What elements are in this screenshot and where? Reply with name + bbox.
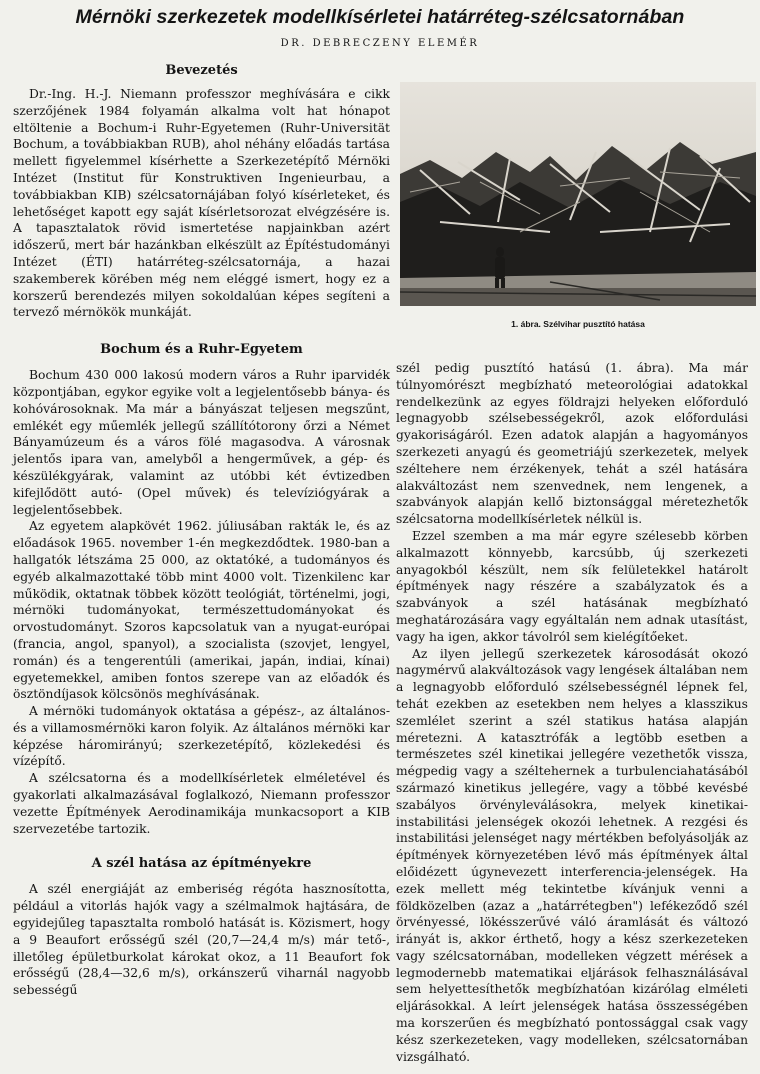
left-column xyxy=(13,62,390,999)
paragraph-bochum-3: A mérnöki tudományok oktatása a gépész-, az általános- és a villamosmérnöki karon folyik. Az általános mérnöki kar képzése háromirányú; szerkezetépítő, közlekedési és vízépítő. xyxy=(13,704,390,769)
author-name: DR. DEBRECZENY ELEMÉR xyxy=(280,38,480,49)
section-heading-intro: Bevezetés xyxy=(165,63,238,78)
figure-caption: 1. ábra. Szélvihar pusztító hatása xyxy=(511,319,645,329)
paragraph-bochum-1: Bochum 430 000 lakosú modern város a Ruhr iparvidék központjában, egykor egyike volt a legjelentősebb bánya- és kohóvárosoknak. Ma már a bányászat teljesen megszűnt, emlékét egy műemlék jellegű szállítótorony őrzi a Német Bányamúzeum és a város fölé magasodva. A városnak jelentős ipara van, amelyből a hengerművek, a gép- és készülékgyárak, valamint az utóbbi két évtizedben kifejlődött autó- (Opel művek) és televíziógyárak a legjelentősebbek. xyxy=(13,368,390,517)
right-column xyxy=(396,360,748,1065)
article-title: Mérnöki szerkezetek modellkísérletei határréteg-szélcsatornában xyxy=(75,6,685,28)
paragraph-bochum-4: A szélcsatorna és a modellkísérletek elméletével és gyakorlati alkalmazásával foglalkozó, Niemann professzor vezette Építmények Aerodinamikája munkacsoport a KIB szervezetébe tartozik. xyxy=(13,771,390,836)
paragraph-bochum-2: Az egyetem alapkövét 1962. júliusában rakták le, és az előadások 1965. november 1-én megkezdődtek. 1980-ban a hallgatók létszáma 25 000, az oktatóké, a tudományos és egyéb alkalmazottaké több mint 4000 volt. Tizenkilenc kar működik, oktatnak többek között teológiát, történelmi, jogi, mérnöki tudományokat, természettudományokat és orvostudományt. Szoros kapcsolatuk van a nyugat-európai (francia, angol, spanyol), a szocialista (szovjet, lengyel, román) és a tengerentúli (amerikai, japán, indiai, kínai) egyetemekkel, amiben fontos szerepe van az előadók és ösztöndíjasok kölcsönös meghívásának. xyxy=(13,519,390,702)
section-heading-bochum: Bochum és a Ruhr-Egyetem xyxy=(100,342,303,358)
section-heading-wind: A szél hatása az építményekre xyxy=(91,856,312,872)
paragraph-wind-1-continued: szél pedig pusztító hatású (1. ábra). Ma már túlnyomórészt megbízható meteorológiai adatokkal rendelkezünk az egyes földrajzi helyeken előforduló legnagyobb szélsebességekről, azok előfordulási gyakoriságáról. Ezen adatok alapján a hagyományos szerkezeti anyagú és geometriájú szerkezetek, melyek széltehere nem érzékenyek, tehát a szél hatására alakváltozást nem szenvednek, nem lengenek, a szabványok alapján kellő biztonsággal méretezhetők szélcsatorna modellkísérletek nélkül is. xyxy=(396,361,748,527)
paragraph-intro-1: Dr.-Ing. H.-J. Niemann professzor meghívására e cikk szerzőjének 1984 folyamán alkalma volt hat hónapot eltöltenie a Bochum-i Ruhr-Egyetemen (Ruhr-Universität Bochum, a továbbiakban RUB), ahol néhány előadás tartása mellett figyelemmel kísérhette a Szerkezetépítő Mérnöki Intézet (Institut für Konstruktiven Ingenieurbau, a továbbiakban KIB) szélcsatornájában folyó kísérleteket, és lehetőséget kapott egy saját kísérletsorozat elvégzésére is. A tapasztalatok rövid ismertetése napjainkban azért időszerű, mert bár hazánkban elkészült az Építéstudományi Intézet (ÉTI) határréteg-szélcsatornája, a hazai szakemberek körében még nem eléggé ismert, hogy ez a korszerű berendezés milyen sokoldalúan képes segíteni a tervező mérnökök munkáját. xyxy=(13,87,390,320)
paragraph-wind-2: Ezzel szemben a ma már egyre szélesebb körben alkalmazott könnyebb, karcsúbb, új szerkezeti anyagokból készült, nem sík felületekkel határolt építmények nagy részére a szabályzatok és a szabványok a szél hatásának megbízható meghatározására vagy egyáltalán nem adnak utasítást, vagy ha igen, akkor távolról sem kielégítőeket. xyxy=(396,528,748,644)
photo-illustration xyxy=(400,82,756,306)
storm-damage-photo xyxy=(400,82,756,306)
paragraph-wind-1: A szél energiáját az emberiség régóta hasznosította, például a vitorlás hajók vagy a szélmalmok hajtására, de egyidejűleg tapasztalta romboló hatását is. Közismert, hogy a 9 Beaufort erősségű szél (20,7—24,4 m/s) már tető-, illetőleg épületburkolat károkat okoz, a 11 Beaufort fok erősségű (28,4—32,6 m/s), orkánszerű viharnál nagyobb sebességű xyxy=(13,882,390,998)
paragraph-wind-3: Az ilyen jellegű szerkezetek károsodását okozó nagymérvű alakváltozások vagy lengések általában nem a legnagyobb előforduló szélsebességnél lépnek fel, tehát ezekben az esetekben nem helyes a klasszikus szemlélet szerint a szél statikus hatása alapján méretezni. A katasztrófák a legtöbb esetben a természetes szél kinetikai jellegére vezethetők vissza, mégpedig vagy a széltehernek a turbulenciahatásából származó kinetikus jellegére, vagy a többé kevésbé szabályos örvényleválásokra, melyek kinetikai-instabilitási jelenségek okozói lehetnek. A rezgési és instabilitási jelenséget nagy mértékben befolyásolják az építmények környezetében lévő más építmények által előidézett úgynevezett interferencia-jelenségek. Ha ezek mellett még tekintetbe kívánjuk venni a földközelben (azaz a „határrétegben") lefékeződő szél örvényessé, lökésszerűvé váló áramlását és változó irányát is, akkor érthető, hogy a kész szerkezeteken vagy szélcsatornában, modelleken végzett mérések a legmodernebb matematikai eljárások felhasználásával sem helyettesíthetők megbízhatóan kizárólag elméleti eljárásokkal. A leírt jelenségek hatása összességében ma korszerűen és megbízható pontossággal csak vagy kész szerkezeteken, vagy modelleken, szélcsatornában vizsgálható. xyxy=(396,646,748,1064)
